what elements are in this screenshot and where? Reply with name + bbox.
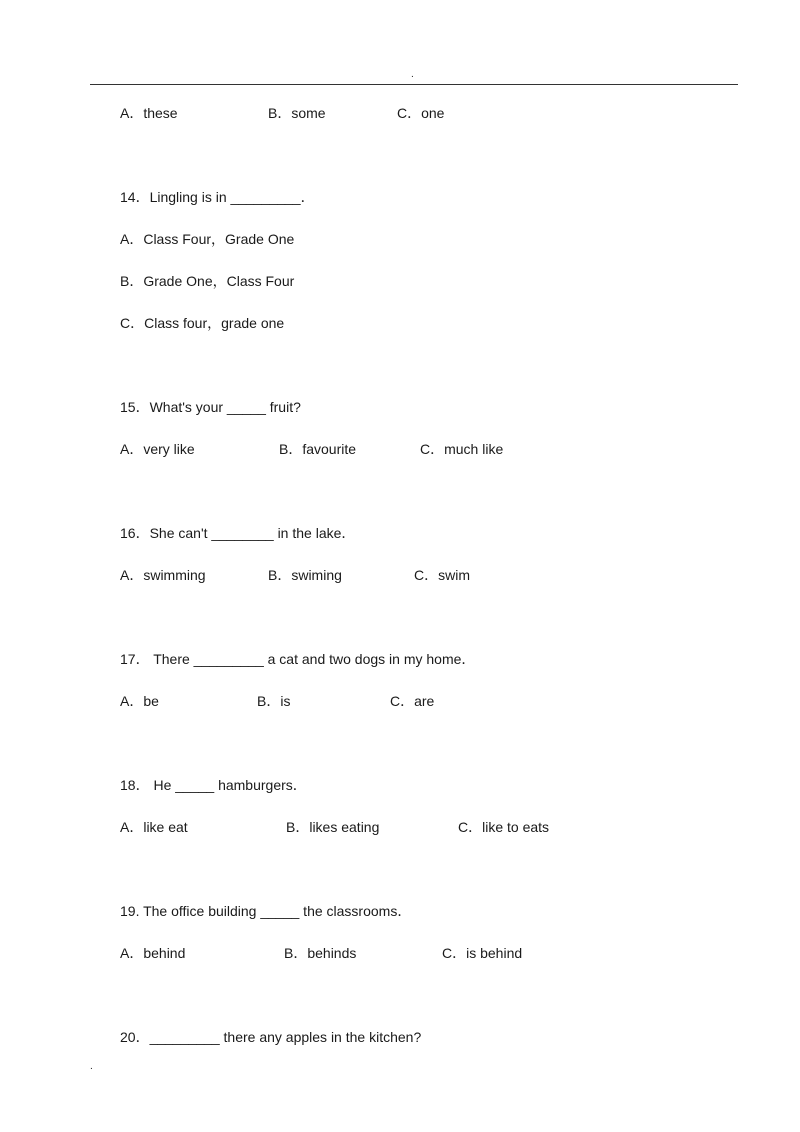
q13-option-b[interactable]: B．some [268,105,326,121]
q14-option-c[interactable]: C．Class four，grade one [120,315,285,331]
q20-stem: 20．_________ there any apples in the kitchen? [120,1029,422,1045]
q15-stem: 15．What's your _____ fruit? [120,399,301,415]
q14-option-a[interactable]: A．Class Four，Grade One [120,231,295,247]
q16-option-b[interactable]: B．swiming [268,567,342,583]
header-rule [90,84,738,85]
q14-option-b[interactable]: B．Grade One，Class Four [120,273,295,289]
q16-options [120,566,470,656]
q16-option-c[interactable]: C．swim [414,567,470,583]
q18-option-c[interactable]: C．like to eats [458,819,550,835]
q14-stem: 14．Lingling is in _________． [120,189,315,205]
q17-option-b[interactable]: B．is [257,693,291,709]
q15-option-c[interactable]: C．much like [420,441,504,457]
q19-option-a[interactable]: A．behind [120,945,186,961]
q18-option-a[interactable]: A．like eat [120,819,188,835]
q19-options [120,944,523,1034]
q13-options [120,104,445,194]
q18-option-b[interactable]: B．likes eating [286,819,380,835]
q15-option-b[interactable]: B．favourite [279,441,357,457]
q15-option-a[interactable]: A．very like [120,441,195,457]
q16-stem: 16．She can't ________ in the lake． [120,525,356,541]
q17-option-a[interactable]: A．be [120,693,159,709]
q13-option-c[interactable]: C．one [397,105,445,121]
q17-stem: 17． There _________ a cat and two dogs in my home． [120,651,476,667]
q19-option-c[interactable]: C．is behind [442,945,523,961]
header-mark: . [411,69,414,80]
q18-stem: 18． He _____ hamburgers． [120,777,307,793]
q19-stem: 19. The office building _____ the classrooms． [120,903,412,919]
q15-options [120,440,504,530]
q19-option-b[interactable]: B．behinds [284,945,357,961]
q17-option-c[interactable]: C．are [390,693,435,709]
q17-options [120,692,435,782]
footer-mark: . [90,1061,93,1072]
q18-options [120,818,550,908]
q13-option-a[interactable]: A．these [120,105,178,121]
q16-option-a[interactable]: A．swimming [120,567,206,583]
